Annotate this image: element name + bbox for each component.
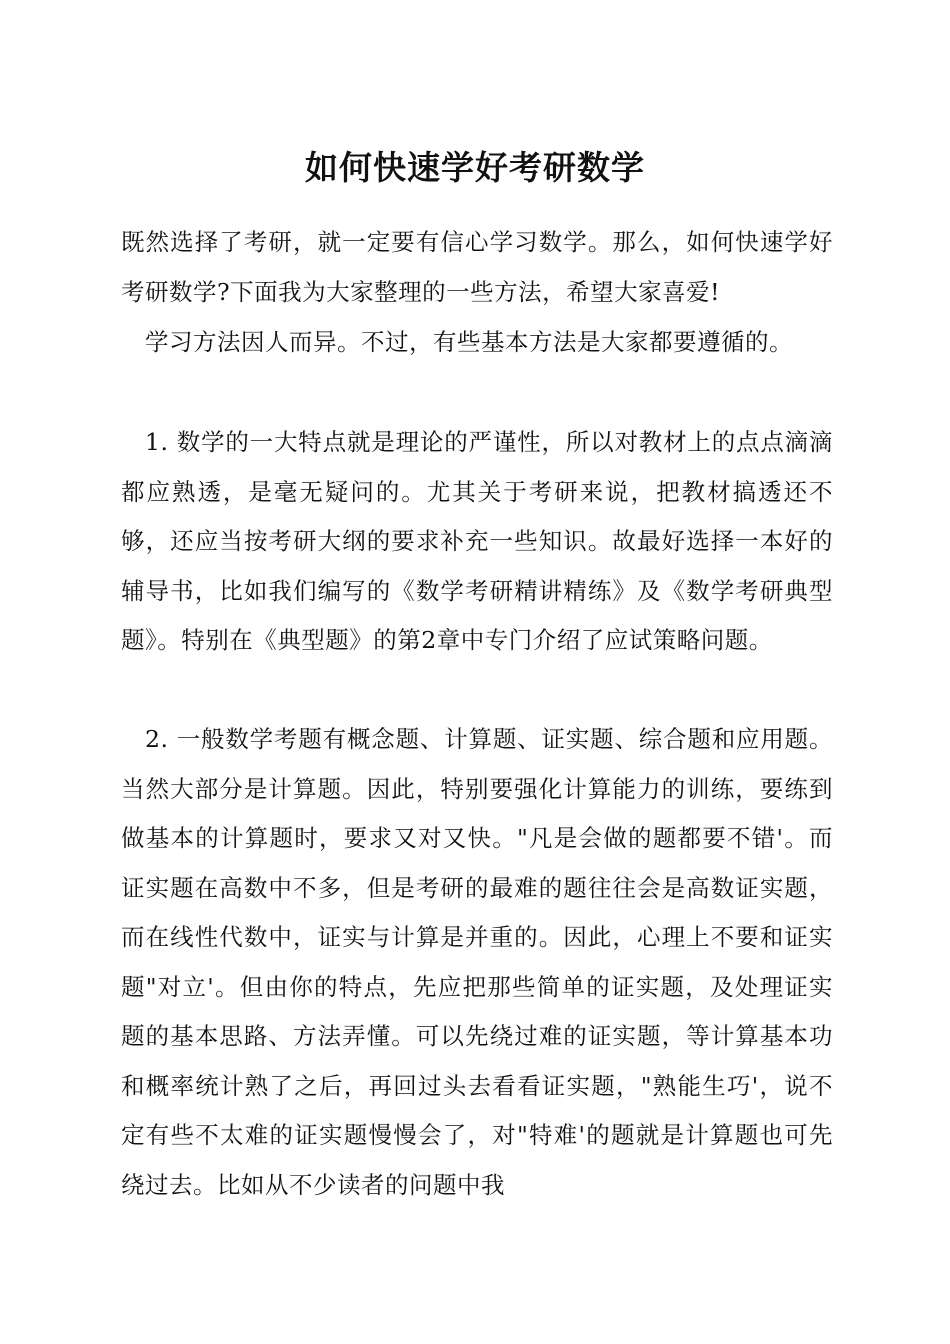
document-title: 如何快速学好考研数学 [305,148,645,187]
intro-paragraph: 既然选择了考研，就一定要有信心学习数学。那么，如何快速学好考研数学?下面我为大家整理的一些方法，希望大家喜爱! [121,228,833,306]
point-2-paragraph: 2. 一般数学考题有概念题、计算题、证实题、综合题和应用题。当然大部分是计算题。因此，特别要强化计算能力的训练，要练到做基本的计算题时，要求又对又快。"凡是会做的题都要不错'。而证实题在高数中不多，但是考研的最难的题往往会是高数证实题，而在线性代数中，证实与计算是并重的。因此，心理上不要和证实题"对立'。但由你的特点，先应把那些简单的证实题，及处理证实题的基本思路、方法弄懂。可以先绕过难的证实题，等计算基本功和概率统计熟了之后，再回过头去看看证实题，"熟能生巧'，说不定有些不太难的证实题慢慢会了，对"特难'的题就是计算题也可先绕过去。比如从不少读者的问题中我 [121,725,833,1199]
point-1-paragraph: 1. 数学的一大特点就是理论的严谨性，所以对教材上的点点滴滴都应熟透，是毫无疑问的。尤其关于考研来说，把教材搞透还不够，还应当按考研大纲的要求补充一些知识。故最好选择一本好的辅导书，比如我们编写的《数学考研精讲精练》及《数学考研典型题》。特别在《典型题》的第2章中专门介绍了应试策略问题。 [121,428,833,654]
method-intro-paragraph: 学习方法因人而异。不过，有些基本方法是大家都要遵循的。 [145,328,793,356]
